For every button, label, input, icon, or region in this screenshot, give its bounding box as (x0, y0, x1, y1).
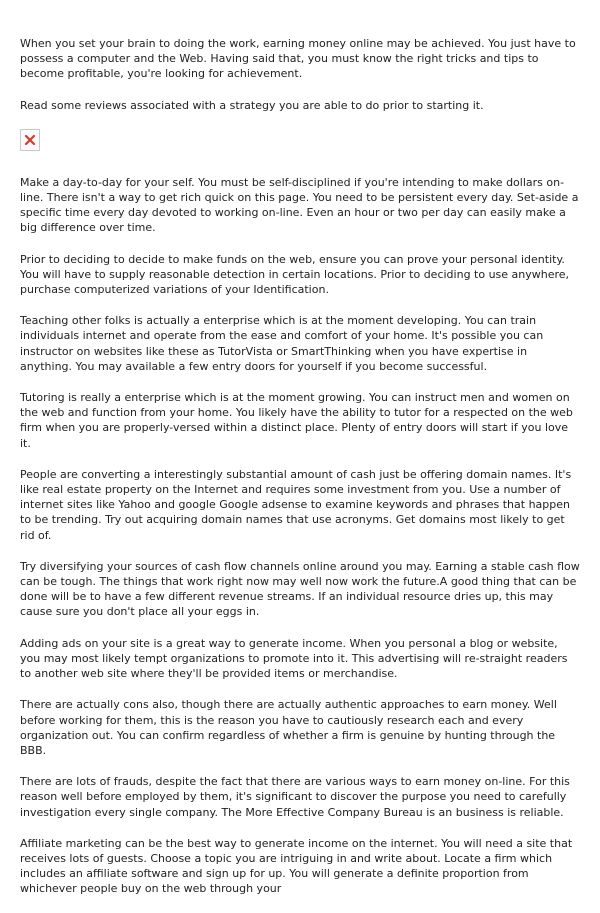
red-x-icon (24, 134, 36, 146)
paragraph-ads: Adding ads on your site is a great way to generate income. When you personal a blog or website, you may most likely tempt organizations to promote into it. This advertising will re-straight readers to another web site where they'll be provided items or merchandise. (20, 636, 568, 681)
paragraph-affiliate: Affiliate marketing can be the best way to generate income on the internet. You will need a site that receives lots of guests. Choose a topic you are intriguing in and write about. Locate a firm which includes an affiliate software and sign up for up. You will generate a definite proportion from whichever people buy on the web through your (20, 836, 573, 896)
paragraph-teaching: Teaching other folks is actually a enterprise which is at the moment developing. You can train individuals internet and operate from the ease and comfort of your home. It's possible you can instructor on websites like these as TutorVista or SmartThinking when you have expertise in anything. You may available a few entry doors for yourself if you become successful. (20, 314, 544, 373)
paragraph-frauds: There are lots of frauds, despite the fact that there are various ways to earn money on-line. For this reason well before employed by them, it's significant to discover the purpose you need to carefully investigation every single company. The More Effective Company Bureau is an business is reliable. (20, 775, 570, 819)
paragraph-domain-names: People are converting a interestingly substantial amount of cash just be offering domain names. It's like real estate property on the Internet and requires some investment from you. Use a number of internet sites like Yahoo and google Google adsense to examine keywords and phrases that happen to be trending. Try out acquiring domain names that use acronyms. Get domains most likely to get rid of. (20, 467, 572, 542)
paragraph-daily-schedule: Make a day-to-day for your self. You must be self-disciplined if you're intending to make dollars on-line. There isn't a way to get rich quick on this page. You need to be persistent every day. Set-aside a specific time every day devoted to working on-line. Even an hour or two per day can easily make a big difference over time. (20, 175, 579, 235)
paragraph-diversify: Try diversifying your sources of cash flow channels online around you may. Earning a stable cash flow can be tough. The things that work right now may well now work the future.A good thing that can be done will be to have a few different revenue streams. If an individual resource dries up, this may cause sure you don't place all your eggs in. (20, 559, 580, 619)
broken-image-icon (20, 129, 40, 151)
article-body (20, 36, 580, 913)
paragraph-tutoring: Tutoring is really a enterprise which is at the moment growing. You can instruct men and women on the web and function from your home. You likely have the ability to tutor for a respected on the web firm when you are properly-versed within a distinct place. Plenty of entry doors will start if you love it. (20, 391, 573, 450)
paragraph-reviews: Read some reviews associated with a strategy you are able to do prior to starting it. (20, 98, 484, 112)
paragraph-intro: When you set your brain to doing the work, earning money online may be achieved. You just have to possess a computer and the Web. Having said that, you must know the right tricks and tips to become profitable, you're looking for achievement. (20, 37, 576, 81)
paragraph-identity: Prior to deciding to decide to make funds on the web, ensure you can prove your personal identity. You will have to supply reasonable detection in certain locations. Prior to deciding to use anywhere, purchase computerized variations of your Identification. (20, 252, 570, 297)
paragraph-cons: There are actually cons also, though there are actually authentic approaches to earn money. Well before working for them, this is the reason you have to cautiously research each and every organization out. You can confirm regardless of whether a firm is genuine by hunting through the BBB. (20, 698, 557, 757)
